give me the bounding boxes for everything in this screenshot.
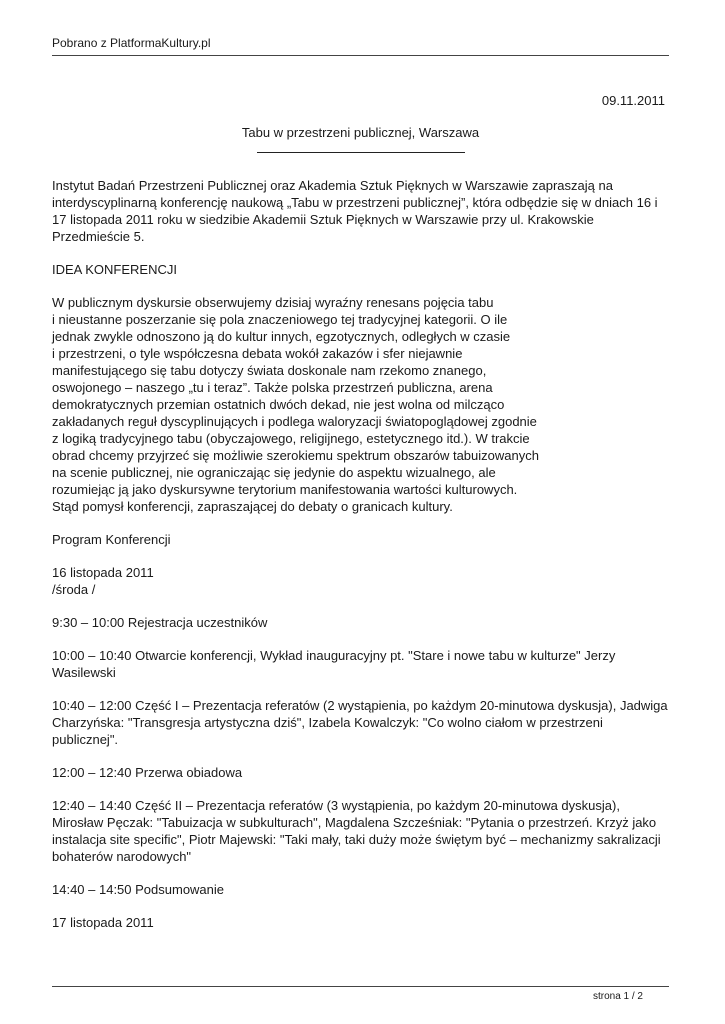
program-heading: Program Konferencji	[52, 532, 171, 547]
footer-divider	[52, 986, 669, 987]
title-block	[52, 125, 669, 153]
program-day-1: 16 listopada 2011 /środa /	[52, 565, 154, 597]
section-heading: IDEA KONFERENCJI	[52, 262, 177, 277]
program-item: 10:00 – 10:40 Otwarcie konferencji, Wykład inauguracyjny pt. "Stare i nowe tabu w kulturze" Jerzy Wasilewski	[52, 648, 616, 680]
program-day-2: 17 listopada 2011	[52, 915, 154, 930]
program-item: 10:40 – 12:00 Część I – Prezentacja referatów (2 wystąpienia, po każdym 20-minutowa dyskusja), Jadwiga Charzyńska: "Transgresja artystyczna dziś", Izabela Kowalczyk: "Co wolno ciałom w przestrzeni publicznej".	[52, 698, 668, 747]
document-date: 09.11.2011	[601, 93, 665, 108]
header-divider	[52, 55, 669, 56]
program-item: 9:30 – 10:00 Rejestracja uczestników	[52, 615, 268, 630]
document-body	[52, 177, 670, 947]
program-item: 12:40 – 14:40 Część II – Prezentacja referatów (3 wystąpienia, po każdym 20-minutowa dyskusja), Mirosław Pęczak: "Tabuizacja w subkulturach", Magdalena Szcześniak: "Pytania o przestrzeń. Krzyż jako instalacja site specific", Piotr Majewski: "Taki mały, taki duży może świętym być – mechanizmy sakralizacji bohaterów narodowych"	[52, 798, 661, 864]
intro-paragraph: Instytut Badań Przestrzeni Publicznej oraz Akademia Sztuk Pięknych w Warszawie zapraszają na interdyscyplinarną konferencję naukową „Tabu w przestrzeni publicznej”, która odbędzie się w dniach 16 i 17 listopada 2011 roku w siedzibie Akademii Sztuk Pięknych w Warszawie przy ul. Krakowskie Przedmieście 5.	[52, 178, 658, 244]
title-underline	[257, 152, 465, 153]
source-header: Pobrano z PlatformaKultury.pl	[52, 36, 211, 50]
page-number: strona 1 / 2	[592, 991, 643, 1002]
program-item: 14:40 – 14:50 Podsumowanie	[52, 882, 225, 897]
idea-paragraph: W publicznym dyskursie obserwujemy dzisiaj wyraźny renesans pojęcia tabu i nieustanne poszerzanie się pola znaczeniowego tej tradycyjnej kategorii. O ile jednak zwykle odnoszono ją do kultur innych, egzotycznych, odległych w czasie i przestrzeni, o tyle współczesna debata wokół zakazów i sfer niejawnie manifestującego się tabu dotyczy świata doskonale nam rzekomo znanego, oswojonego – naszego „tu i teraz”. Także polska przestrzeń publiczna, arena demokratycznych przemian ostatnich dwóch dekad, nie jest wolna od milcząco zakładanych reguł dyscyplinujących i podlega waloryzacji światopoglądowej zgodnie z logiką tradycyjnego tabu (obyczajowego, religijnego, estetycznego itd.). W trakcie obrad chcemy przyjrzeć się możliwie szerokiemu spektrum obszarów tabuizowanych na scenie publicznej, nie ograniczając się jedynie do aspektu wizualnego, ale rozumiejąc ją jako dyskursywne terytorium manifestowania wartości kulturowych. Stąd pomysł konferencji, zapraszającej do debaty o granicach kultury.	[52, 295, 539, 514]
document-title: Tabu w przestrzeni publicznej, Warszawa	[241, 125, 480, 140]
program-item: 12:00 – 12:40 Przerwa obiadowa	[52, 765, 243, 780]
